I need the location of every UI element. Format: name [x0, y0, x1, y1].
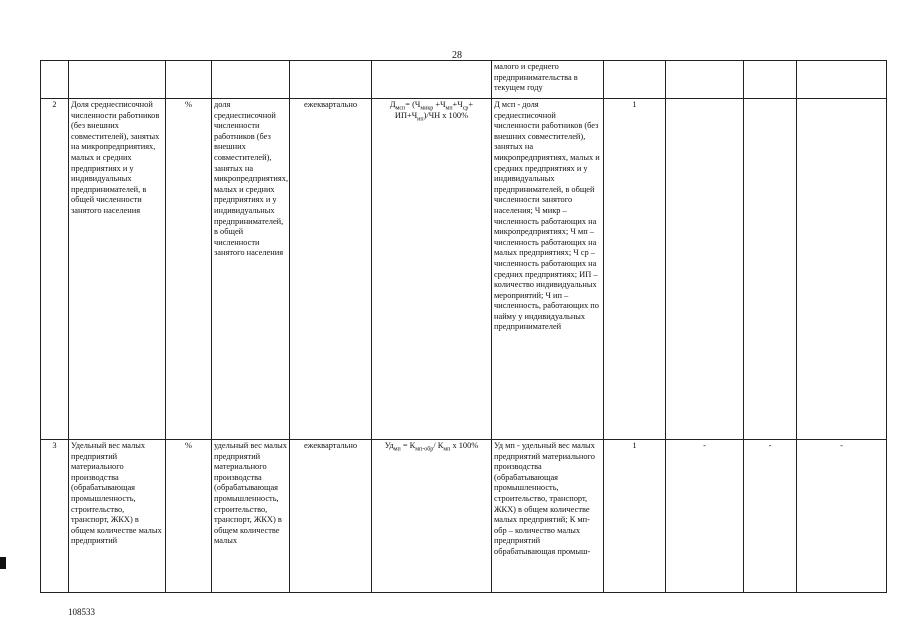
cell-definition	[212, 61, 290, 99]
cell-col8	[666, 99, 744, 440]
cell-periodicity	[290, 61, 372, 99]
indicators-table	[40, 60, 887, 593]
cell-explanation: Уд мп - удельный вес малых предприятий материального производства (обрабатывающая промышленность, строительство, транспорт, ЖКХ) в общем количестве малых предприятий; К мп-обр – количество малых предприятий обрабатывающая промыш-	[492, 440, 604, 593]
cell-col9	[744, 99, 797, 440]
cell-definition: доля среднесписочной численности работников (без внешних совместителей), занятых на микропредприятиях, малых и средних предприятиях и у индивидуальных предпринимателей, в общей численности занятого населения	[212, 99, 290, 440]
cell-num	[41, 61, 69, 99]
table-row	[41, 440, 887, 593]
cell-col7	[604, 61, 666, 99]
scan-margin-mark	[0, 557, 6, 569]
cell-formula	[372, 61, 492, 99]
cell-explanation: малого и среднего предпринимательства в текущем году	[492, 61, 604, 99]
cell-unit	[166, 61, 212, 99]
cell-col7: 1	[604, 440, 666, 593]
table-row	[41, 61, 887, 99]
cell-col8: -	[666, 440, 744, 593]
cell-name: Удельный вес малых предприятий материального производства (обрабатывающая промышленность, строительство, транспорт, ЖКХ) в общем количестве малых предприятий	[69, 440, 166, 593]
cell-unit: %	[166, 440, 212, 593]
cell-col10: -	[797, 440, 887, 593]
cell-definition: удельный вес малых предприятий материального производства (обрабатывающая промышленность, строительство, транспорт, ЖКХ) в общем количестве малых	[212, 440, 290, 593]
cell-explanation: Д мсп - доля среднесписочной численности работников (без внешних совместителей), занятых на микропредприятиях, малых и средних предприятиях и у индивидуальных предпринимателей, в общей численности занятого населения; Ч микр – численность работающих на микропредприятиях; Ч мп – численность работающих на малых предприятиях; Ч ср – численность работающих на средних предприятиях; ИП – количество индивидуальных мероприятий; Ч ип – численность, работающих по найму у индивидуальных предпринимателей	[492, 99, 604, 440]
cell-unit: %	[166, 99, 212, 440]
page-number: 28	[452, 50, 462, 61]
cell-formula: $Уд_{мп} = К_{мп-обр}/$ $К_{мп}$ х 100%	[372, 440, 492, 593]
cell-col10	[797, 61, 887, 99]
cell-name	[69, 61, 166, 99]
cell-periodicity: ежеквартально	[290, 99, 372, 440]
cell-name: Доля среднесписочной численности работников (без внешних совместителей), занятых на микропредприятиях, малых и средних предприятиях и у индивидуальных предпринимателей, в общей численности занятого населения	[69, 99, 166, 440]
cell-col9	[744, 61, 797, 99]
cell-num: 2	[41, 99, 69, 440]
table-row	[41, 99, 887, 440]
cell-col8	[666, 61, 744, 99]
cell-col9: -	[744, 440, 797, 593]
cell-periodicity: ежеквартально	[290, 440, 372, 593]
cell-num: 3	[41, 440, 69, 593]
cell-col10	[797, 99, 887, 440]
cell-formula: $Д_{мсп}= (Ч_{микр} +Ч_{мп}+Ч_{ср}+ ИП+Ч_{ип})/ЧН$ х 100%	[372, 99, 492, 440]
footer-code: 108533	[68, 607, 95, 617]
cell-col7: 1	[604, 99, 666, 440]
